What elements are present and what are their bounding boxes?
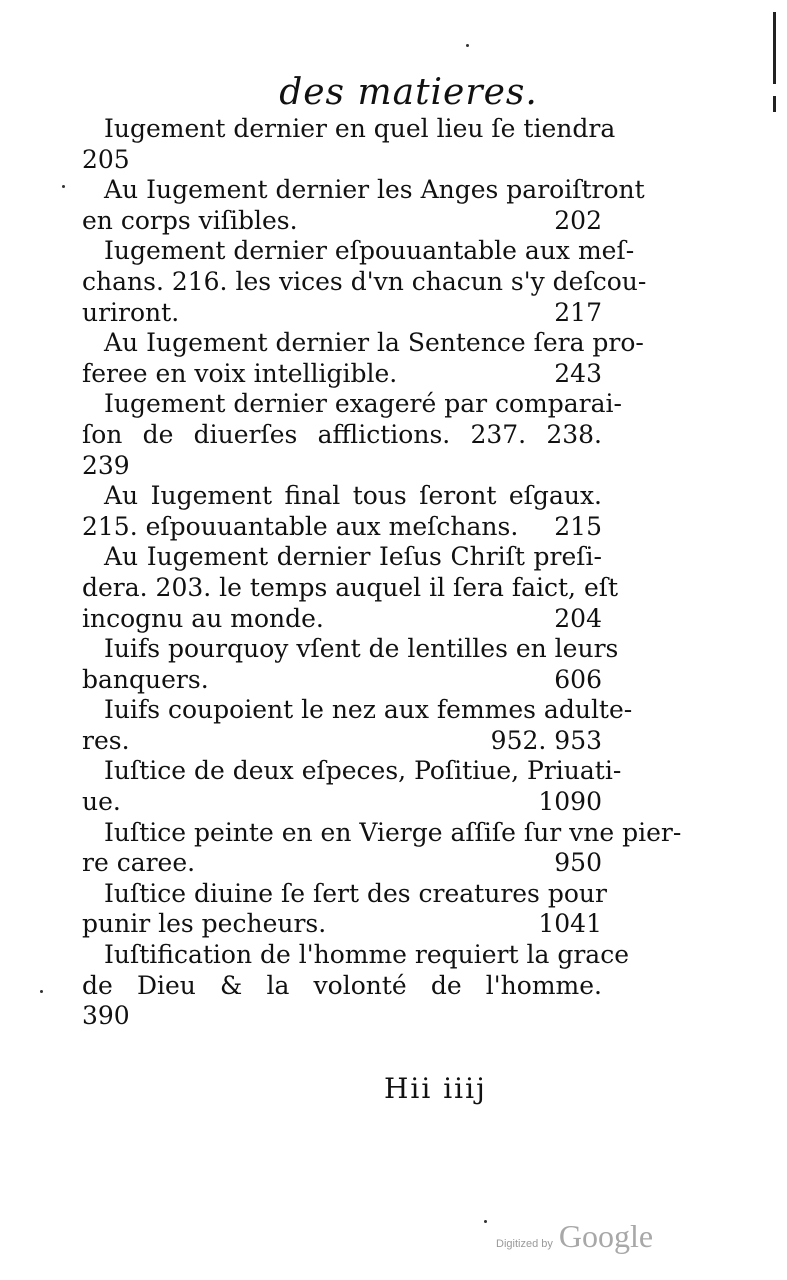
index-line-text: chans. 216. les vices d'vn chacun s'y deſcou- bbox=[82, 266, 647, 296]
signature-mark: Hii iiij bbox=[384, 1072, 487, 1105]
index-line-text: banquers. bbox=[82, 664, 209, 694]
ink-speck bbox=[466, 44, 469, 47]
index-line bbox=[82, 298, 602, 329]
index-line bbox=[82, 878, 607, 910]
index-line bbox=[82, 236, 635, 267]
index-line-text: Iugement dernier eſpouuantable aux meſ- bbox=[104, 236, 635, 266]
page-number: 952. 953 bbox=[490, 725, 602, 755]
page-number: 950 bbox=[554, 848, 602, 878]
index-line-text: en corps viſibles. bbox=[82, 205, 298, 235]
index-line-text: Iuſtice peinte en en Vierge aſſiſe ſur vne pier- bbox=[104, 817, 682, 847]
index-line-text: 390 bbox=[82, 1001, 130, 1031]
index-line-text: Iuifs coupoient le nez aux femmes adulte- bbox=[104, 695, 633, 725]
digitized-watermark bbox=[496, 1218, 653, 1255]
google-logo: Google bbox=[558, 1218, 654, 1254]
index-line bbox=[82, 572, 619, 604]
index-line-text: 215. eſpouuantable aux meſchans. bbox=[82, 511, 519, 541]
index-line-text: Iuifs pourquoy vſent de lentilles en leurs bbox=[104, 634, 619, 664]
index-entries bbox=[82, 114, 682, 1032]
index-line-text: Iugement dernier en quel lieu ſe tiendra bbox=[104, 114, 616, 143]
index-line-text: ſon de diuerſes afflictions. 237. 238. bbox=[82, 419, 602, 449]
index-line-text: res. bbox=[82, 725, 130, 755]
index-line bbox=[82, 542, 602, 573]
index-line-text: Iuſtification de l'homme requiert la grace bbox=[104, 940, 629, 970]
index-line bbox=[82, 451, 602, 482]
index-line-text: punir les pecheurs. bbox=[82, 909, 327, 939]
page-number: 1041 bbox=[538, 909, 602, 939]
index-line bbox=[82, 971, 602, 1002]
index-line bbox=[82, 634, 619, 665]
index-line-text: incognu au monde. bbox=[82, 603, 324, 633]
ink-speck bbox=[484, 1220, 487, 1223]
ink-speck bbox=[40, 990, 43, 993]
index-line bbox=[82, 787, 602, 818]
index-line bbox=[82, 512, 602, 543]
index-line-text: 205 bbox=[82, 144, 130, 174]
page-number: 243 bbox=[554, 358, 602, 388]
page-number: 204 bbox=[554, 603, 602, 633]
index-line-text: Au Iugement final tous ſeront eſgaux. bbox=[104, 481, 602, 511]
index-line-text: feree en voix intelligible. bbox=[82, 358, 398, 388]
index-line-text: re caree. bbox=[82, 848, 196, 878]
index-line-text: Iugement dernier exageré par comparai- bbox=[104, 389, 622, 419]
index-line bbox=[82, 145, 602, 176]
index-line bbox=[82, 359, 602, 390]
index-line bbox=[82, 909, 602, 940]
index-line bbox=[82, 328, 644, 359]
page-number: 202 bbox=[554, 205, 602, 235]
index-line-text: dera. 203. le temps auquel il ſera faict, eſt bbox=[82, 572, 619, 602]
index-line-text: Au Iugement dernier la Sentence ſera pro- bbox=[104, 328, 644, 358]
index-line bbox=[82, 604, 602, 635]
index-line bbox=[82, 665, 602, 696]
index-line bbox=[82, 695, 633, 726]
ink-speck bbox=[62, 185, 65, 188]
running-head: des matieres. bbox=[279, 72, 538, 113]
index-line-text: Iuſtice diuine ſe ſert des creatures pour bbox=[104, 878, 607, 908]
index-line-text: ue. bbox=[82, 787, 121, 817]
index-line bbox=[82, 726, 602, 757]
index-line bbox=[82, 481, 602, 512]
index-line bbox=[82, 175, 645, 206]
index-line bbox=[82, 389, 622, 420]
index-line bbox=[82, 1001, 602, 1032]
index-line bbox=[82, 940, 629, 971]
index-line bbox=[82, 817, 682, 849]
index-line-text: uriront. bbox=[82, 297, 180, 327]
page-number: 217 bbox=[554, 297, 602, 327]
index-line bbox=[82, 756, 622, 787]
index-line bbox=[82, 420, 602, 451]
index-line-text: de Dieu & la volonté de l'homme. bbox=[82, 970, 602, 1000]
index-line bbox=[82, 848, 602, 879]
index-line-text: Iuſtice de deux eſpeces, Poſitiue, Priuati- bbox=[104, 756, 622, 786]
page-number: 215 bbox=[554, 511, 602, 541]
page-number: 1090 bbox=[538, 787, 602, 817]
index-line bbox=[82, 114, 616, 145]
index-line-text: 239 bbox=[82, 450, 130, 480]
index-line-text: Au Iugement dernier les Anges paroiſtront bbox=[104, 175, 645, 205]
page-number: 606 bbox=[554, 664, 602, 694]
index-line bbox=[82, 206, 602, 237]
watermark-prefix: Digitized by bbox=[496, 1238, 553, 1250]
index-line bbox=[82, 266, 647, 298]
index-line-text: Au Iugement dernier Ieſus Chriſt preſi- bbox=[104, 542, 602, 572]
